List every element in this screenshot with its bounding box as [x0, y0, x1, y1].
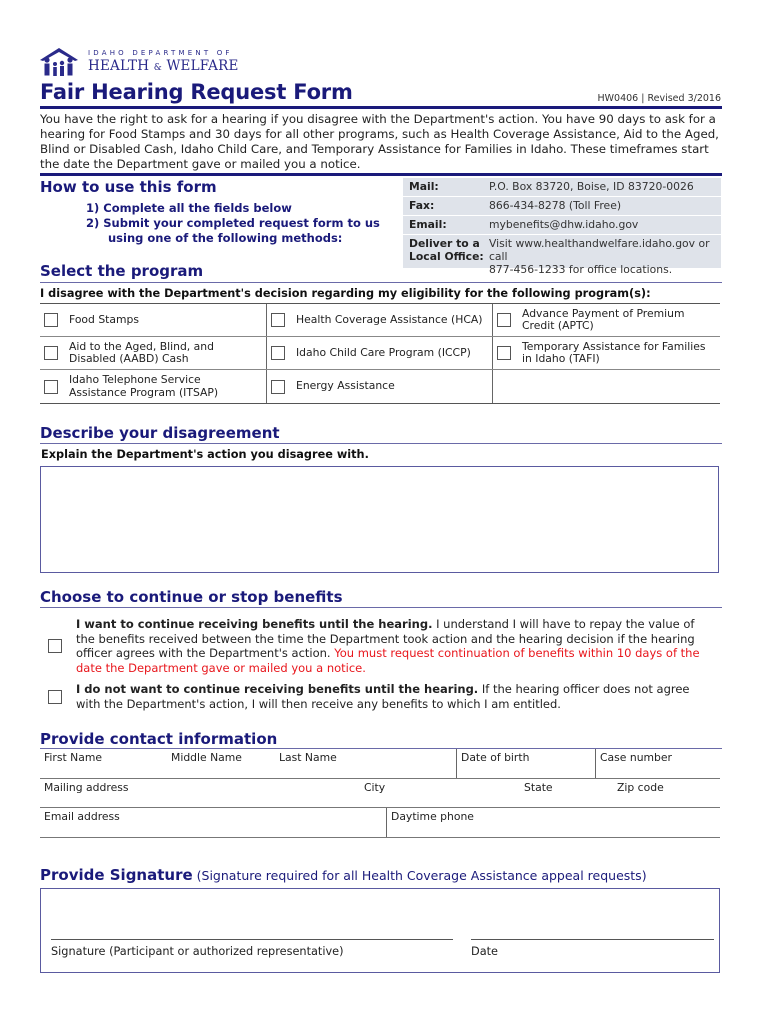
program-food-stamps[interactable]: Food Stamps	[40, 304, 267, 336]
program-instruction: I disagree with the Department's decision regarding my eligibility for the following program(s):	[40, 287, 651, 300]
logo-department: IDAHO DEPARTMENT OF	[88, 49, 233, 58]
section-divider	[40, 607, 722, 608]
date-label: Date	[471, 945, 499, 958]
title-divider	[40, 106, 722, 109]
section-divider	[40, 443, 722, 444]
signature-label: Signature (Participant or authorized representative)	[51, 945, 344, 958]
checkbox[interactable]	[44, 313, 58, 327]
table-row	[40, 304, 720, 337]
program-aabd[interactable]: Aid to the Aged, Blind, and Disabled (AABD) Cash	[40, 337, 267, 369]
program-tafi[interactable]: Temporary Assistance for Families in Idaho (TAFI)	[493, 337, 720, 369]
email-link[interactable]: mybenefits@dhw.idaho.gov	[489, 218, 639, 231]
page-title: Fair Hearing Request Form	[40, 80, 353, 104]
local-office-row: Deliver to a Local Office: Visit www.healthandwelfare.idaho.gov or call 877-456-1233 for office locations.	[403, 235, 721, 279]
program-itsap[interactable]: Idaho Telephone Service Assistance Program (ITSAP)	[40, 370, 267, 403]
stop-benefits-option: I do not want to continue receiving benefits until the hearing. If the hearing officer does not agree with the Department's action, I will then receive any benefits to which I am entitled.	[40, 682, 720, 711]
checkbox[interactable]	[271, 380, 285, 394]
benefits-heading: Choose to continue or stop benefits	[40, 588, 343, 606]
empty-cell	[493, 370, 720, 403]
last-name-field[interactable]: Last Name	[275, 749, 457, 778]
signature-heading: Provide Signature (Signature required for all Health Coverage Assistance appeal requests)	[40, 866, 647, 884]
disagreement-instruction: Explain the Department's action you disagree with.	[41, 448, 369, 461]
middle-name-field[interactable]: Middle Name	[171, 751, 242, 764]
checkbox[interactable]	[497, 346, 511, 360]
section-divider	[40, 282, 722, 283]
address-row	[40, 779, 720, 808]
logo-agency-name: HEALTH & WELFARE	[88, 58, 239, 75]
family-house-icon	[38, 46, 80, 78]
intro-text: You have the right to ask for a hearing if you disagree with the Department's action. You have 90 days to ask for a hearing for Food Stamps and 30 days for all other programs, such as Health Coverage Assistance, Aid to the Aged, Blind or Disabled Cash, Idaho Child Care, and Temporary Assistance for Families in Idaho. These timeframes start the date the Department gave or mailed you a notice.	[40, 112, 719, 171]
program-energy[interactable]: Energy Assistance	[267, 370, 493, 403]
program-table	[40, 303, 720, 404]
submission-methods-box	[403, 178, 721, 276]
deadline-warning: You must request continuation of benefits within 10 days of the date the Department gave or mailed you a notice.	[76, 646, 700, 675]
date-of-birth-field[interactable]: Date of birth	[457, 749, 596, 778]
program-aptc[interactable]: Advance Payment of Premium Credit (APTC)	[493, 304, 720, 336]
how-to-steps: 1) Complete all the fields below 2) Submit your completed request form to us using one of the following methods:	[86, 201, 380, 245]
form-number: HW0406 | Revised 3/2016	[597, 93, 721, 104]
how-to-heading: How to use this form	[40, 178, 217, 196]
contact-info-heading: Provide contact information	[40, 730, 278, 748]
table-row	[40, 370, 720, 403]
checkbox[interactable]	[271, 346, 285, 360]
date-line[interactable]	[471, 939, 714, 940]
disagreement-heading: Describe your disagreement	[40, 424, 280, 442]
city-field[interactable]: City	[364, 781, 386, 794]
select-program-heading: Select the program	[40, 262, 204, 280]
table-row	[40, 337, 720, 370]
email-phone-row	[40, 808, 720, 838]
mailing-address-field[interactable]: Mailing address	[44, 781, 129, 794]
continue-benefits-checkbox[interactable]	[48, 639, 62, 653]
checkbox[interactable]	[44, 346, 58, 360]
fax-row: Fax: 866-434-8278 (Toll Free)	[403, 197, 721, 216]
daytime-phone-field[interactable]: Daytime phone	[391, 810, 474, 823]
website-link[interactable]: Visit www.healthandwelfare.idaho.gov or call	[489, 237, 710, 263]
checkbox[interactable]	[271, 313, 285, 327]
state-field[interactable]: State	[524, 781, 553, 794]
checkbox[interactable]	[44, 380, 58, 394]
program-iccp[interactable]: Idaho Child Care Program (ICCP)	[267, 337, 493, 369]
program-hca[interactable]: Health Coverage Assistance (HCA)	[267, 304, 493, 336]
first-name-field[interactable]: First Name	[44, 751, 103, 764]
signature-box	[40, 888, 720, 973]
intro-divider	[40, 173, 722, 176]
email-row: Email: mybenefits@dhw.idaho.gov	[403, 216, 721, 235]
name-row	[40, 749, 720, 779]
continue-benefits-option: I want to continue receiving benefits until the hearing. I understand I will have to repay the value of the benefits received between the time the Department took action and the hearing decision if the hearing officer agrees with the Department's action. You must request continuation of benefits within 10 days of the date the Department gave or mailed you a notice.	[40, 617, 720, 675]
mail-row: Mail: P.O. Box 83720, Boise, ID 83720-0026	[403, 178, 721, 197]
case-number-field[interactable]: Case number	[600, 751, 672, 764]
contact-info-grid	[40, 749, 720, 838]
email-address-field[interactable]: Email address	[40, 808, 387, 837]
disagreement-textarea[interactable]	[40, 466, 719, 573]
idhw-logo	[38, 46, 239, 78]
stop-benefits-checkbox[interactable]	[48, 690, 62, 704]
signature-line[interactable]	[51, 939, 453, 940]
checkbox[interactable]	[497, 313, 511, 327]
zip-code-field[interactable]: Zip code	[617, 781, 664, 794]
